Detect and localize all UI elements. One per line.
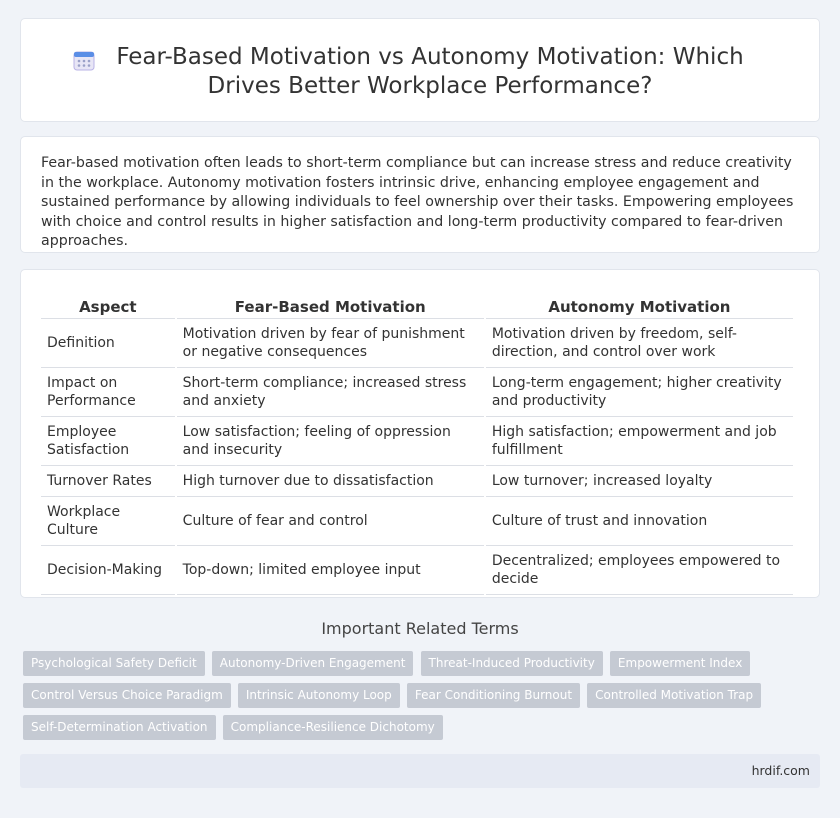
column-header-autonomy: Autonomy Motivation	[486, 295, 793, 319]
related-term-tag[interactable]: Fear Conditioning Burnout	[407, 683, 580, 708]
table-row	[41, 368, 793, 417]
footer	[20, 754, 820, 788]
table-cell: Employee Satisfaction	[41, 417, 175, 466]
table-cell: High turnover due to dissatisfaction	[177, 466, 484, 497]
table-row	[41, 319, 793, 368]
related-terms-heading: Important Related Terms	[321, 619, 519, 638]
table-cell: Definition	[41, 319, 175, 368]
related-term-tag[interactable]: Controlled Motivation Trap	[587, 683, 761, 708]
related-term-tag[interactable]: Compliance-Resilience Dichotomy	[223, 715, 443, 740]
table-cell: Turnover Rates	[41, 466, 175, 497]
table-row	[41, 497, 793, 546]
table-cell: Low satisfaction; feeling of oppression and insecurity	[177, 417, 484, 466]
related-term-tag[interactable]: Intrinsic Autonomy Loop	[238, 683, 400, 708]
comparison-table	[39, 295, 795, 595]
table-cell: Impact on Performance	[41, 368, 175, 417]
table-cell: Motivation driven by fear of punishment or negative consequences	[177, 319, 484, 368]
table-cell: Top-down; limited employee input	[177, 546, 484, 595]
table-cell: Motivation driven by freedom, self-direction, and control over work	[486, 319, 793, 368]
intro-card	[20, 136, 820, 253]
related-terms-list	[23, 651, 813, 747]
table-cell: Decentralized; employees empowered to decide	[486, 546, 793, 595]
related-term-tag[interactable]: Empowerment Index	[610, 651, 750, 676]
table-cell: Long-term engagement; higher creativity and productivity	[486, 368, 793, 417]
header-card	[20, 18, 820, 122]
related-term-tag[interactable]: Threat-Induced Productivity	[421, 651, 603, 676]
table-cell: Low turnover; increased loyalty	[486, 466, 793, 497]
column-header-fear: Fear-Based Motivation	[177, 295, 484, 319]
table-cell: Decision-Making	[41, 546, 175, 595]
column-header-aspect: Aspect	[41, 295, 175, 319]
table-header-row	[41, 295, 793, 319]
tag-row	[23, 651, 813, 683]
table-row	[41, 417, 793, 466]
comparison-card	[20, 269, 820, 598]
footer-site-link[interactable]: hrdif.com	[751, 763, 810, 778]
tag-row	[23, 715, 813, 747]
related-term-tag[interactable]: Autonomy-Driven Engagement	[212, 651, 414, 676]
related-term-tag[interactable]: Psychological Safety Deficit	[23, 651, 205, 676]
table-row	[41, 466, 793, 497]
table-cell: Workplace Culture	[41, 497, 175, 546]
table-row	[41, 546, 793, 595]
page-title: Fear-Based Motivation vs Autonomy Motivation: Which Drives Better Workplace Performance?	[116, 44, 744, 99]
table-cell: Short-term compliance; increased stress and anxiety	[177, 368, 484, 417]
related-term-tag[interactable]: Self-Determination Activation	[23, 715, 216, 740]
intro-paragraph: Fear-based motivation often leads to short-term compliance but can increase stress and reduce creativity in the workplace. Autonomy motivation fosters intrinsic drive, enhancing employee engagement and sustained performance by allowing individuals to feel ownership over their tasks. Empowering employees with choice and control results in higher satisfaction and long-term productivity compared to fear-driven approaches.	[41, 155, 794, 249]
related-term-tag[interactable]: Control Versus Choice Paradigm	[23, 683, 231, 708]
calendar-icon	[73, 49, 95, 71]
title-row	[21, 43, 819, 101]
table-cell: High satisfaction; empowerment and job fulfillment	[486, 417, 793, 466]
tag-row	[23, 683, 813, 715]
table-cell: Culture of trust and innovation	[486, 497, 793, 546]
table-cell: Culture of fear and control	[177, 497, 484, 546]
